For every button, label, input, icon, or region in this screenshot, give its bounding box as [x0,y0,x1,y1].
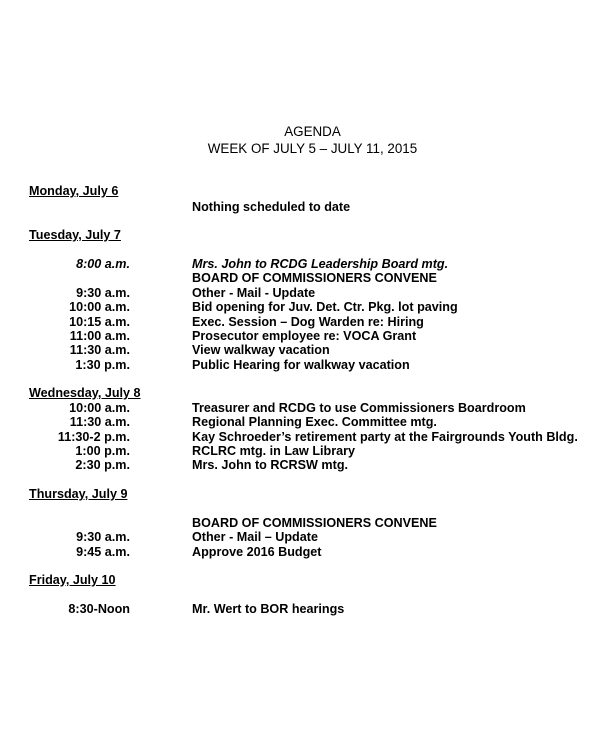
entry-event: BOARD OF COMMISSIONERS CONVENE [192,516,437,530]
entry-time: 10:15 a.m. [69,315,130,329]
entry-time: 9:45 a.m. [76,545,130,559]
entry-event: Bid opening for Juv. Det. Ctr. Pkg. lot paving [192,300,458,314]
day-heading-wednesday: Wednesday, July 8 [29,386,141,400]
entry-event: Other - Mail - Update [192,286,316,300]
entry-time: 1:00 p.m. [75,444,130,458]
entry-event: Regional Planning Exec. Committee mtg. [192,415,437,429]
entry-event: Kay Schroeder’s retirement party at the Fairgrounds Youth Bldg. [192,430,578,444]
entry-time: 10:00 a.m. [69,401,130,415]
entry-event: Treasurer and RCDG to use Commissioners Boardroom [192,401,526,415]
entry-time: 1:30 p.m. [75,358,130,372]
entry-event: BOARD OF COMMISSIONERS CONVENE [192,271,437,285]
entry-event: Approve 2016 Budget [192,545,322,559]
entry-event: Public Hearing for walkway vacation [192,358,410,372]
day-heading-friday: Friday, July 10 [29,573,116,587]
agenda-subtitle: WEEK OF JULY 5 – JULY 11, 2015 [207,141,418,156]
agenda-title: AGENDA [284,124,341,139]
day-heading-tuesday: Tuesday, July 7 [29,228,121,242]
entry-time: 8:00 a.m. [76,257,130,271]
entry-event: RCLRC mtg. in Law Library [192,444,356,458]
entry-event: Exec. Session – Dog Warden re: Hiring [192,315,424,329]
entry-time: 11:30 a.m. [69,415,130,429]
entry-time: 10:00 a.m. [69,300,130,314]
entry-event: Mr. Wert to BOR hearings [192,602,345,616]
entry-time: 2:30 p.m. [75,458,130,472]
entry-event: Mrs. John to RCDG Leadership Board mtg. [192,257,449,271]
entry-event: Nothing scheduled to date [192,200,351,214]
entry-time: 11:30-2 p.m. [57,430,130,444]
entry-time: 9:30 a.m. [76,286,130,300]
entry-time: 11:00 a.m. [69,329,130,343]
entry-time: 11:30 a.m. [69,343,130,357]
entry-event: Prosecutor employee re: VOCA Grant [192,329,417,343]
entry-event: View walkway vacation [192,343,330,357]
entry-event: Other - Mail – Update [192,530,318,544]
day-heading-monday: Monday, July 6 [29,184,119,198]
entry-time: 8:30-Noon [68,602,130,616]
entry-time: 9:30 a.m. [76,530,130,544]
entry-event: Mrs. John to RCRSW mtg. [192,458,349,472]
day-heading-thursday: Thursday, July 9 [29,487,128,501]
